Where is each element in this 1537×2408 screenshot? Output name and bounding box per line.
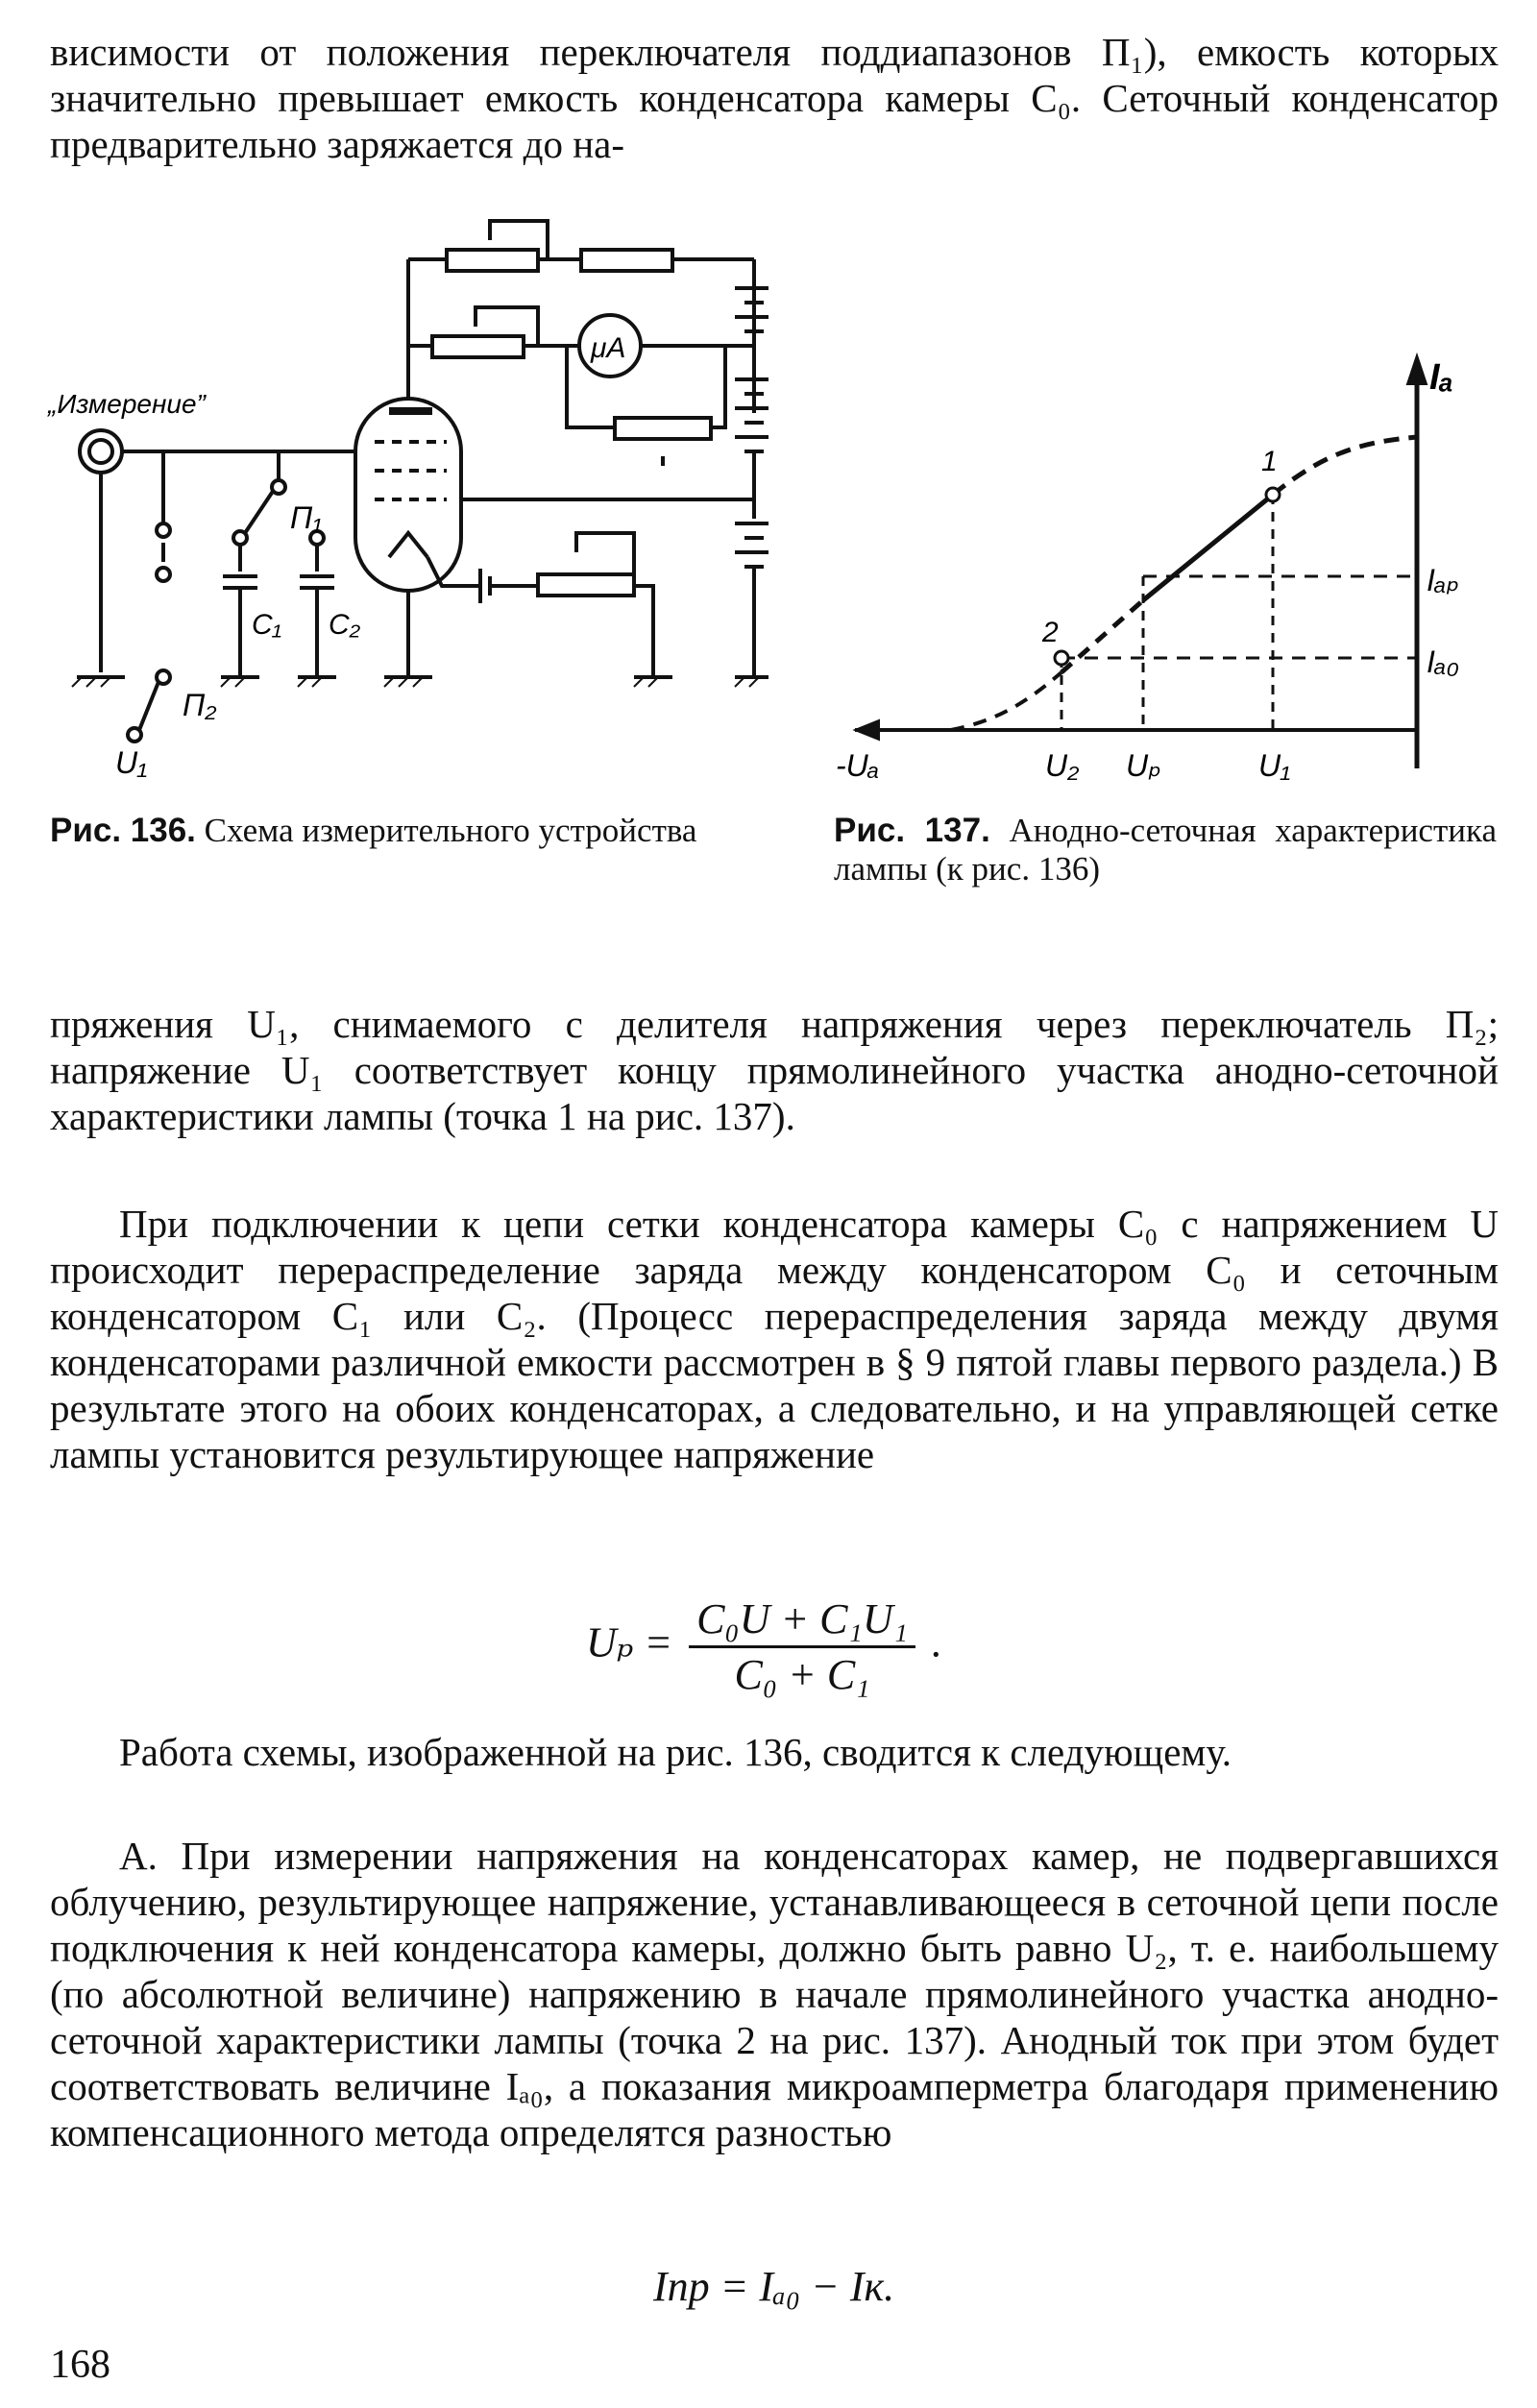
formula-up-lhs: Uₚ = (586, 1618, 673, 1666)
caption-137 (834, 812, 1497, 888)
paragraph-1: пряжения U₁, снимаемого с делителя напряжения через переключатель П₂; напряжение U₁ соответствует концу прямолинейного участка анодно-сеточной характеристики лампы (точка 1 на рис. 137). (50, 1002, 1499, 1138)
label-point2: 2 (1042, 617, 1059, 648)
figure-136-circuit (38, 192, 768, 788)
label-u1: U₁ (1258, 748, 1291, 783)
label-microamp: μA (591, 332, 626, 364)
formula-up-numerator: C₀U + C₁U₁ (689, 1594, 915, 1648)
label-iap: Iₐₚ (1427, 563, 1460, 597)
formula-up-denominator: C₀ + C₁ (734, 1651, 870, 1698)
paragraph-3: Работа схемы, изображенной на рис. 136, сводится к следующему. (119, 1730, 1232, 1774)
formula-up-end: . (931, 1618, 942, 1666)
formula-ipr: Iпр = Iₐ₀ − Iк. (653, 2263, 895, 2310)
label-point1: 1 (1261, 446, 1278, 477)
point-1-marker (1266, 488, 1280, 501)
label-u1: U₁ (115, 745, 148, 780)
label-ia: Iₐ (1429, 357, 1454, 398)
paragraph-2: При подключении к цепи сетки конденсатора камеры C₀ с напряжением U происходит перераспределение заряда между конденсатором C₀ и сеточным конденсатором C₁ или C₂. (Процесс перераспределения заряда между двумя конденсаторами различной емкости рассмотрен в § 9 пятой главы первого раздела.) В результате этого на обоих конденсаторах, а следовательно, и на управляющей сетке лампы установится результирующее напряжение (50, 1202, 1499, 1476)
label-c2: C₂ (329, 609, 361, 641)
paragraph-4: А. При измерении напряжения на конденсаторах камер, не подвергавшихся облучению, результирующее напряжение, устанавливающееся в сеточной цепи после подключения к ней конденсатора камеры, должно быть равно U₂, т. е. наибольшему (по абсолютной величине) напряжению в начале прямолинейного участка анодно-сеточной характеристики лампы (точка 2 на рис. 137). Анодный ток при этом будет соответствовать величине Iₐ₀, а показания микроамперметра благодаря применению компенсационного метода определятся разностью (50, 1834, 1499, 2154)
label-ia0: Iₐ₀ (1427, 645, 1459, 679)
label-p2: П₂ (183, 688, 217, 722)
label-c1: C₁ (252, 609, 282, 641)
formula-up-fraction (689, 1594, 915, 1699)
label-u2: U₂ (1045, 748, 1080, 783)
point-2-marker (1055, 651, 1068, 665)
caption-137-num: Рис. 137. (834, 812, 990, 849)
caption-136-num: Рис. 136. (50, 812, 196, 849)
caption-137-text: Анодно-сеточная характеристика лампы (к рис. 136) (834, 812, 1497, 888)
label-up: Uₚ (1126, 748, 1161, 783)
formula-up (586, 1594, 942, 1699)
label-p1: П₁ (290, 500, 323, 535)
top-paragraph: висимости от положения переключателя поддиапазонов П₁), емкость которых значительно превышает емкость конденсатора камеры C₀. Сеточный конденсатор предварительно заряжается до на- (50, 30, 1499, 166)
label-measure: „Измерение” (48, 389, 206, 419)
figure-137-characteristic (836, 346, 1508, 788)
caption-136-text: Схема измерительного устройства (204, 812, 697, 849)
label-neg-ua: -Uₐ (836, 748, 880, 783)
page-number: 168 (50, 2343, 110, 2387)
caption-136 (50, 812, 790, 850)
